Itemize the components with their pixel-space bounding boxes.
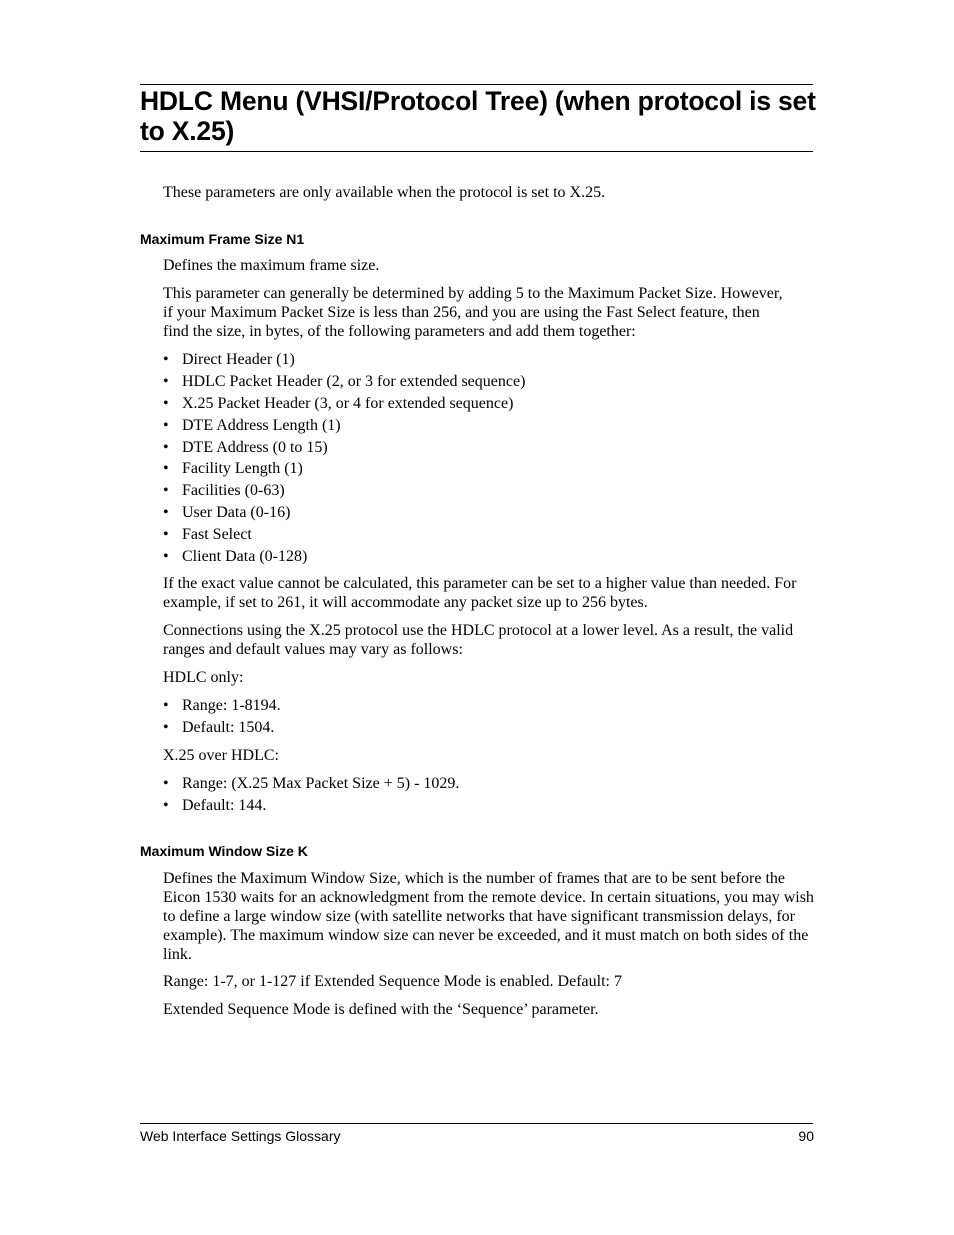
label-x25-over-hdlc: X.25 over HDLC: [163, 747, 279, 764]
bullet-icon: • [163, 796, 169, 814]
list-item: • User Data (0-16) [163, 504, 291, 522]
paragraph-x25-connections: Connections using the X.25 protocol use the HDLC protocol at a lower level. As a result, the valid ranges and default values may vary as follows: [163, 622, 794, 658]
list-item: • DTE Address Length (1) [163, 416, 341, 434]
paragraph-extended-sequence: Extended Sequence Mode is defined with the ‘Sequence’ parameter. [163, 1001, 599, 1018]
bullet-icon: • [163, 775, 169, 792]
hdlc-only-list [163, 696, 823, 740]
bullet-icon: • [163, 351, 169, 368]
bullet-icon: • [163, 372, 169, 390]
section-heading-max-window-size: Maximum Window Size K [140, 843, 308, 859]
footer-title: Web Interface Settings Glossary [140, 1128, 341, 1144]
bullet-icon: • [163, 394, 169, 412]
list-item: • Range: 1-8194. [163, 697, 281, 714]
paragraph-frame-size-definition: Defines the maximum frame size. [163, 257, 380, 274]
paragraph-window-size-definition: Defines the Maximum Window Size, which is the number of frames that are to be sent before the Eicon 1530 waits for an acknowledgment from the remote device. In certain situations, you may wish to define a large window size (with satellite networks that have significant transmission delays, for example). The maximum window size can never be exceeded, and it must match on both sides of the link. [163, 870, 814, 963]
list-item: • Fast Select [163, 526, 252, 544]
list-item: • DTE Address (0 to 15) [163, 438, 328, 456]
paragraph-frame-size-calculation: This parameter can generally be determined by adding 5 to the Maximum Packet Size. However, if your Maximum Packet Size is less than 256, and you are using the Fast Select feature, then find the size, in bytes, of the following parameters and add them together: [163, 285, 783, 340]
list-item: • Range: (X.25 Max Packet Size + 5) - 1029. [163, 775, 460, 792]
bullet-icon: • [163, 460, 169, 478]
parameter-list [163, 350, 823, 569]
list-item: • Direct Header (1) [163, 351, 295, 368]
bullet-icon: • [163, 416, 169, 434]
label-hdlc-only: HDLC only: [163, 669, 244, 686]
list-item: • X.25 Packet Header (3, or 4 for extended sequence) [163, 394, 514, 412]
list-item: • Default: 1504. [163, 718, 275, 736]
page-title: HDLC Menu (VHSI/Protocol Tree) (when protocol is set to X.25) [140, 86, 816, 146]
intro-paragraph: These parameters are only available when the protocol is set to X.25. [163, 184, 606, 201]
title-top-rule [140, 84, 813, 85]
list-item: • Facilities (0-63) [163, 482, 285, 500]
list-item: • Client Data (0-128) [163, 548, 308, 566]
page-number: 90 [798, 1128, 814, 1144]
list-item: • HDLC Packet Header (2, or 3 for extended sequence) [163, 372, 526, 390]
bullet-icon: • [163, 548, 169, 566]
footer-rule [140, 1123, 813, 1124]
list-item: • Facility Length (1) [163, 460, 303, 478]
bullet-icon: • [163, 482, 169, 500]
bullet-icon: • [163, 526, 169, 544]
bullet-icon: • [163, 697, 169, 714]
bullet-icon: • [163, 504, 169, 522]
bullet-icon: • [163, 718, 169, 736]
bullet-icon: • [163, 438, 169, 456]
title-bottom-rule [140, 151, 813, 152]
list-item: • Default: 144. [163, 796, 267, 814]
paragraph-exact-value: If the exact value cannot be calculated, this parameter can be set to a higher value than needed. For example, if set to 261, it will accommodate any packet size up to 256 bytes. [163, 575, 797, 611]
paragraph-window-range: Range: 1-7, or 1-127 if Extended Sequence Mode is enabled. Default: 7 [163, 973, 622, 990]
section-heading-max-frame-size: Maximum Frame Size N1 [140, 231, 305, 247]
x25-over-hdlc-list [163, 774, 823, 818]
